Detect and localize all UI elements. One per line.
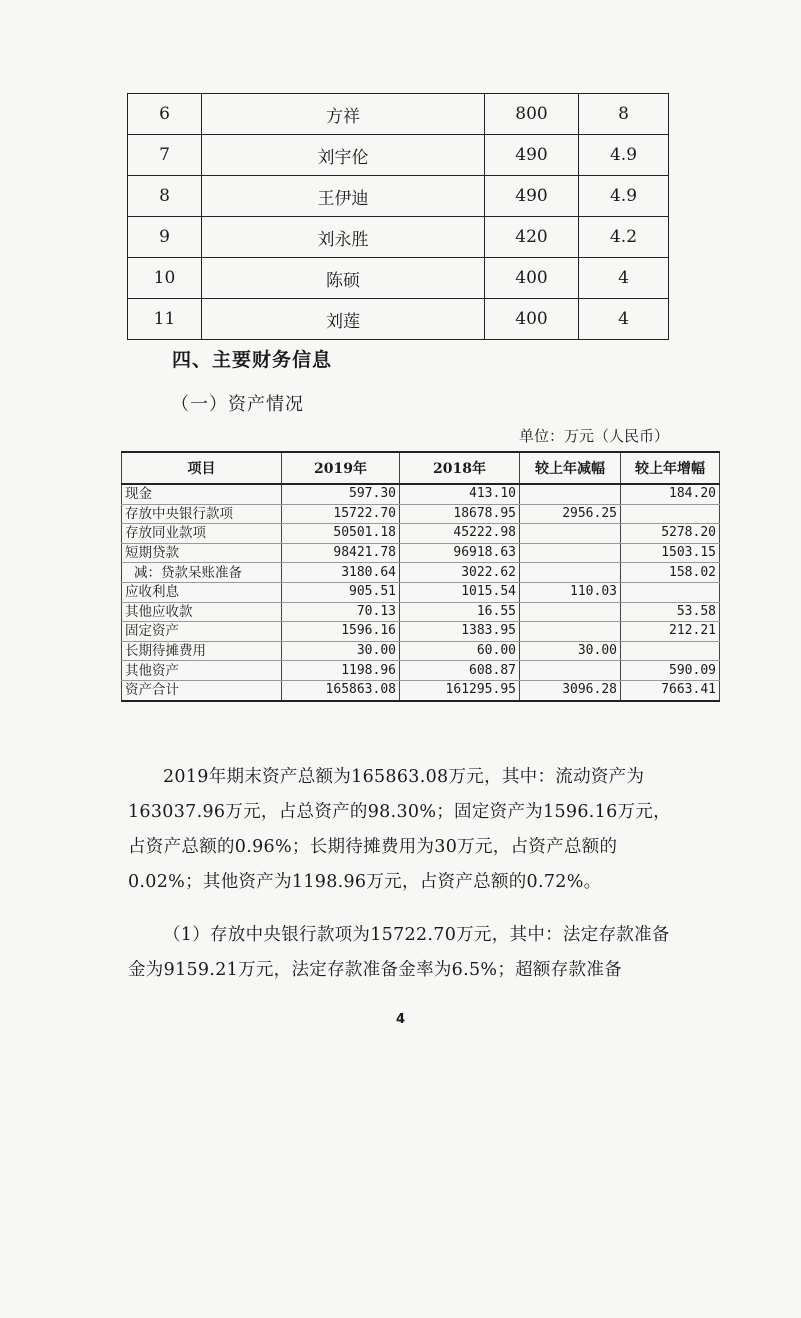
header-2018: 2018年 [400,452,520,484]
shareholder-name: 王伊迪 [202,176,485,217]
table-row [128,135,669,176]
value-decrease [520,602,621,622]
item-label: 其他应收款 [122,602,282,622]
value-decrease: 30.00 [520,641,621,661]
row-number: 11 [128,299,202,340]
item-label: 现金 [122,484,282,504]
value-2018: 16.55 [400,602,520,622]
table-row [122,543,720,563]
share-ratio: 4.9 [579,176,669,217]
share-amount: 420 [485,217,579,258]
item-label: 存放同业款项 [122,524,282,544]
value-2019: 597.30 [282,484,400,504]
value-increase: 184.20 [621,484,720,504]
item-label: 长期待摊费用 [122,641,282,661]
share-ratio: 4.2 [579,217,669,258]
value-decrease [520,563,621,583]
item-label: 其他资产 [122,661,282,681]
value-2018: 60.00 [400,641,520,661]
item-label: 固定资产 [122,622,282,642]
value-2019: 3180.64 [282,563,400,583]
value-2018: 608.87 [400,661,520,681]
value-2019: 98421.78 [282,543,400,563]
table-header-row [122,452,720,484]
page-number: 4 [395,1012,406,1027]
value-2018: 96918.63 [400,543,520,563]
value-decrease [520,484,621,504]
table-row [128,299,669,340]
row-number: 8 [128,176,202,217]
value-2018: 413.10 [400,484,520,504]
value-decrease: 3096.28 [520,680,621,700]
shareholder-name: 陈硕 [202,258,485,299]
share-ratio: 4.9 [579,135,669,176]
share-amount: 400 [485,258,579,299]
item-label: 资产合计 [122,680,282,700]
assets-summary-paragraph: 2019年期末资产总额为165863.08万元，其中：流动资产为163037.96万元，占总资产的98.30%；固定资产为1596.16万元，占资产总额的0.96%；长期待摊费用为30万元，占资产总额的0.02%；其他资产为1198.96万元，占资产总额的0.72%。 [128,767,671,892]
share-ratio: 4 [579,258,669,299]
header-decrease: 较上年减幅 [520,452,621,484]
value-decrease [520,661,621,681]
item-label: 短期贷款 [122,543,282,563]
value-2018: 3022.62 [400,563,520,583]
shareholder-table [127,93,669,340]
value-increase [621,641,720,661]
table-row [122,582,720,602]
value-increase [621,504,720,524]
item-label: 存放中央银行款项 [122,504,282,524]
central-bank-deposit-paragraph: （1）存放中央银行款项为15722.70万元，其中：法定存款准备金为9159.21万元，法定存款准备金率为6.5%；超额存款准备 [128,925,670,980]
value-2019: 1596.16 [282,622,400,642]
table-row [128,258,669,299]
value-decrease [520,524,621,544]
shareholder-name: 方祥 [202,94,485,135]
value-2018: 1383.95 [400,622,520,642]
row-number: 10 [128,258,202,299]
table-row [122,622,720,642]
table-row [122,641,720,661]
value-decrease [520,622,621,642]
value-2018: 161295.95 [400,680,520,700]
table-row [122,484,720,504]
table-row [128,176,669,217]
row-number: 9 [128,217,202,258]
value-2018: 1015.54 [400,582,520,602]
table-row [122,661,720,681]
header-item: 项目 [122,452,282,484]
value-2019: 905.51 [282,582,400,602]
shareholder-name: 刘宇伦 [202,135,485,176]
value-2019: 30.00 [282,641,400,661]
value-increase: 5278.20 [621,524,720,544]
item-label: 减：贷款呆账准备 [122,563,282,583]
header-increase: 较上年增幅 [621,452,720,484]
header-2019: 2019年 [282,452,400,484]
value-increase: 7663.41 [621,680,720,700]
table-row [122,524,720,544]
table-row [128,94,669,135]
value-2019: 15722.70 [282,504,400,524]
value-2018: 45222.98 [400,524,520,544]
table-row [128,217,669,258]
table-row-total [122,680,720,700]
share-ratio: 4 [579,299,669,340]
value-increase: 1503.15 [621,543,720,563]
table-row [122,602,720,622]
shareholder-name: 刘永胜 [202,217,485,258]
item-label: 应收利息 [122,582,282,602]
assets-table [121,451,720,702]
value-increase: 158.02 [621,563,720,583]
unit-label: 单位：万元（人民币） [518,427,669,445]
value-2019: 50501.18 [282,524,400,544]
section-heading: 四、主要财务信息 [172,349,333,371]
value-increase: 590.09 [621,661,720,681]
shareholder-name: 刘莲 [202,299,485,340]
share-amount: 400 [485,299,579,340]
value-increase: 53.58 [621,602,720,622]
row-number: 6 [128,94,202,135]
share-amount: 490 [485,135,579,176]
table-row [122,563,720,583]
value-2019: 165863.08 [282,680,400,700]
row-number: 7 [128,135,202,176]
value-increase [621,582,720,602]
value-increase: 212.21 [621,622,720,642]
table-row [122,504,720,524]
value-decrease [520,543,621,563]
value-2019: 1198.96 [282,661,400,681]
value-2019: 70.13 [282,602,400,622]
subsection-heading: （一）资产情况 [171,394,304,415]
share-amount: 490 [485,176,579,217]
value-decrease: 2956.25 [520,504,621,524]
share-ratio: 8 [579,94,669,135]
value-decrease: 110.03 [520,582,621,602]
share-amount: 800 [485,94,579,135]
value-2018: 18678.95 [400,504,520,524]
